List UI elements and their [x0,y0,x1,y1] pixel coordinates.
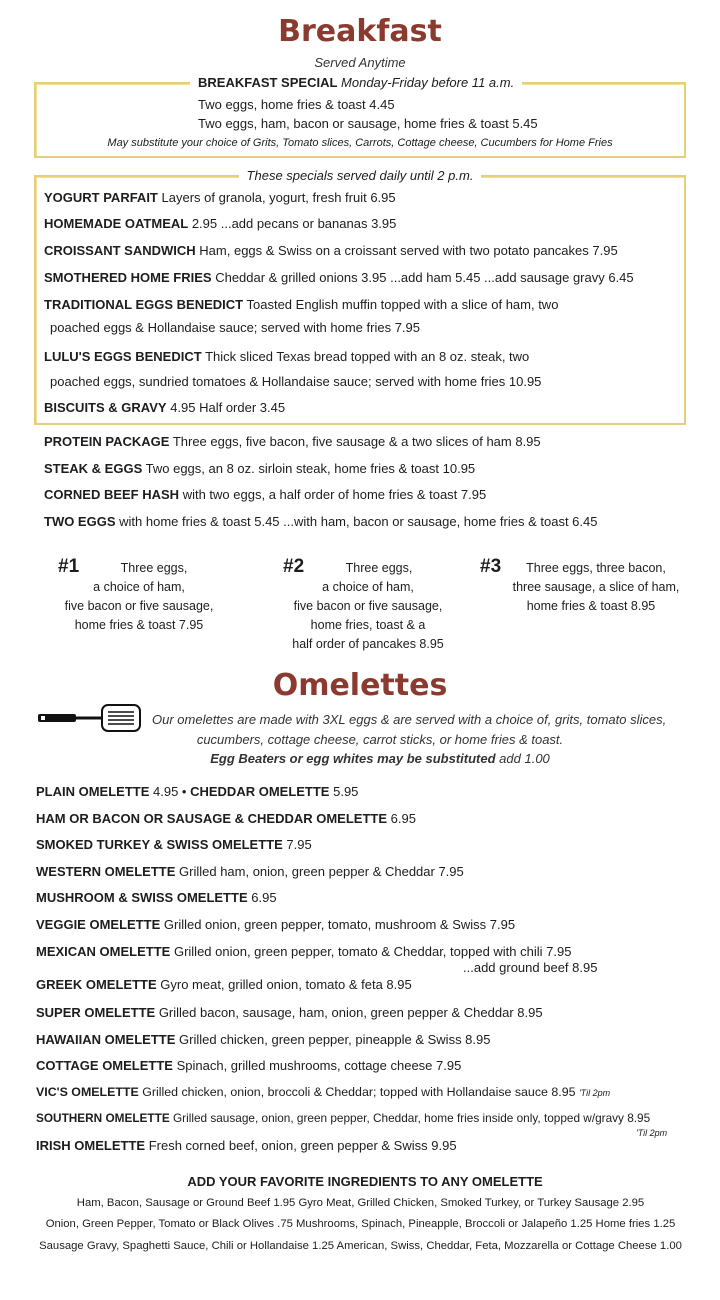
omelette-irish: IRISH OMELETTE Fresh corned beef, onion, green pepper & Swiss 9.95 [36,1138,457,1153]
omelettes-intro-1: Our omelettes are made with 3XL eggs & are served with a choice of, grits, tomato slices, [152,712,667,727]
combo-number: #1 [58,556,80,577]
combo-1: #1 Three eggs, a choice of ham, five bacon or five sausage, home fries & toast 7.95 [58,556,214,632]
combo-3: #3 Three eggs, three bacon, three sausage, a slice of ham, home fries & toast 8.95 [480,556,680,613]
combo-2: #2 Three eggs, a choice of ham, five bacon or five sausage, home fries, toast & a half order of pancakes 8.95 [283,556,444,651]
special-when: Monday-Friday before 11 a.m. [341,75,515,90]
omelette-plain-cheddar: PLAIN OMELETTE 4.95 • CHEDDAR OMELETTE 5.95 [36,784,359,799]
daily-note: These specials served daily until 2 p.m. [239,168,482,183]
omelette-southern: SOUTHERN OMELETTE Grilled sausage, onion, green pepper, Cheddar, home fries inside only, topped w/gravy 8.95 [36,1111,651,1125]
omelettes-substitute: Egg Beaters or egg whites may be substituted add 1.00 [210,751,550,766]
menu-item-lulus-benedict: LULU'S EGGS BENEDICT Thick sliced Texas bread topped with an 8 oz. steak, two [44,349,530,364]
daily-note-wrap [0,167,720,185]
menu-item-eggs-benedict-cont: poached eggs & Hollandaise sauce; served with home fries 7.95 [50,320,420,335]
omelette-veggie: VEGGIE OMELETTE Grilled onion, green pepper, tomato, mushroom & Swiss 7.95 [36,917,516,932]
addons-title: ADD YOUR FAVORITE INGREDIENTS TO ANY OMELETTE [187,1174,543,1189]
special-heading: BREAKFAST SPECIAL [198,75,338,90]
omelette-southern-til: 'Til 2pm [636,1128,668,1138]
omelette-smoked-turkey: SMOKED TURKEY & SWISS OMELETTE 7.95 [36,837,312,852]
addons-line-2: Onion, Green Pepper, Tomato or Black Olives .75 Mushrooms, Spinach, Pineapple, Broccoli or Jalapeño 1.25 Home fries 1.25 [45,1218,676,1230]
omelette-mushroom-swiss: MUSHROOM & SWISS OMELETTE 6.95 [36,890,277,905]
menu-item-croissant: CROISSANT SANDWICH Ham, eggs & Swiss on a croissant served with two potato pancakes 7.95 [44,243,618,258]
combo-number: #3 [480,556,502,577]
omelette-hawaiian: HAWAIIAN OMELETTE Grilled chicken, green pepper, pineapple & Swiss 8.95 [36,1032,491,1047]
omelette-mexican-extra: ...add ground beef 8.95 [463,960,598,975]
addons-line-3: Sausage Gravy, Spaghetti Sauce, Chili or Hollandaise 1.25 American, Swiss, Cheddar, Feta, Mozzarella or Cottage Cheese 1.00 [39,1240,682,1252]
special-line-1: Two eggs, home fries & toast 4.45 [198,97,395,112]
addons-line-1: Ham, Bacon, Sausage or Ground Beef 1.95 Gyro Meat, Grilled Chicken, Smoked Turkey, or Turkey Sausage 2.95 [76,1197,645,1209]
menu-item-biscuits-gravy: BISCUITS & GRAVY 4.95 Half order 3.45 [44,400,286,415]
menu-item-corned-beef: CORNED BEEF HASH with two eggs, a half order of home fries & toast 7.95 [44,487,487,502]
omelette-western: WESTERN OMELETTE Grilled ham, onion, green pepper & Cheddar 7.95 [36,864,464,879]
menu-item-steak-eggs: STEAK & EGGS Two eggs, an 8 oz. sirloin steak, home fries & toast 10.95 [44,461,476,476]
breakfast-title: Breakfast [278,14,442,49]
combo-number: #2 [283,556,305,577]
menu-item-two-eggs: TWO EGGS with home fries & toast 5.45 ...with ham, bacon or sausage, home fries & toast 6.45 [44,514,598,529]
omelettes-title: Omelettes [272,668,448,703]
omelette-cottage: COTTAGE OMELETTE Spinach, grilled mushrooms, cottage cheese 7.95 [36,1058,462,1073]
special-line-2: Two eggs, ham, bacon or sausage, home fries & toast 5.45 [198,116,538,131]
omelette-ham-bacon: HAM OR BACON OR SAUSAGE & CHEDDAR OMELETTE 6.95 [36,811,416,826]
omelette-super: SUPER OMELETTE Grilled bacon, sausage, ham, onion, green pepper & Cheddar 8.95 [36,1005,543,1020]
breakfast-subtitle: Served Anytime [314,55,406,70]
menu-item-lulus-benedict-cont: poached eggs, sundried tomatoes & Hollandaise sauce; served with home fries 10.95 [50,374,542,389]
menu-item-eggs-benedict: TRADITIONAL EGGS BENEDICT Toasted English muffin topped with a slice of ham, two [44,297,559,312]
omelette-vics: VIC'S OMELETTE Grilled chicken, onion, broccoli & Cheddar; topped with Hollandaise sauce 8.95 'Til 2pm [36,1085,611,1099]
special-heading-row [190,75,522,90]
menu-item-yogurt-parfait: YOGURT PARFAIT Layers of granola, yogurt, fresh fruit 6.95 [44,190,396,205]
menu-item-protein-package: PROTEIN PACKAGE Three eggs, five bacon, five sausage & a two slices of ham 8.95 [44,434,541,449]
special-note: May substitute your choice of Grits, Tomato slices, Carrots, Cottage cheese, Cucumbers for Home Fries [107,137,613,149]
omelettes-intro-2: cucumbers, cottage cheese, carrot sticks, or home fries & toast. [196,732,564,747]
menu-item-home-fries: SMOTHERED HOME FRIES Cheddar & grilled onions 3.95 ...add ham 5.45 ...add sausage gravy 6.45 [44,270,634,285]
omelette-mexican: MEXICAN OMELETTE Grilled onion, green pepper, tomato & Cheddar, topped with chili 7.95 [36,944,572,959]
menu-item-oatmeal: HOMEMADE OATMEAL 2.95 ...add pecans or bananas 3.95 [44,216,397,231]
omelette-greek: GREEK OMELETTE Gyro meat, grilled onion, tomato & feta 8.95 [36,977,412,992]
